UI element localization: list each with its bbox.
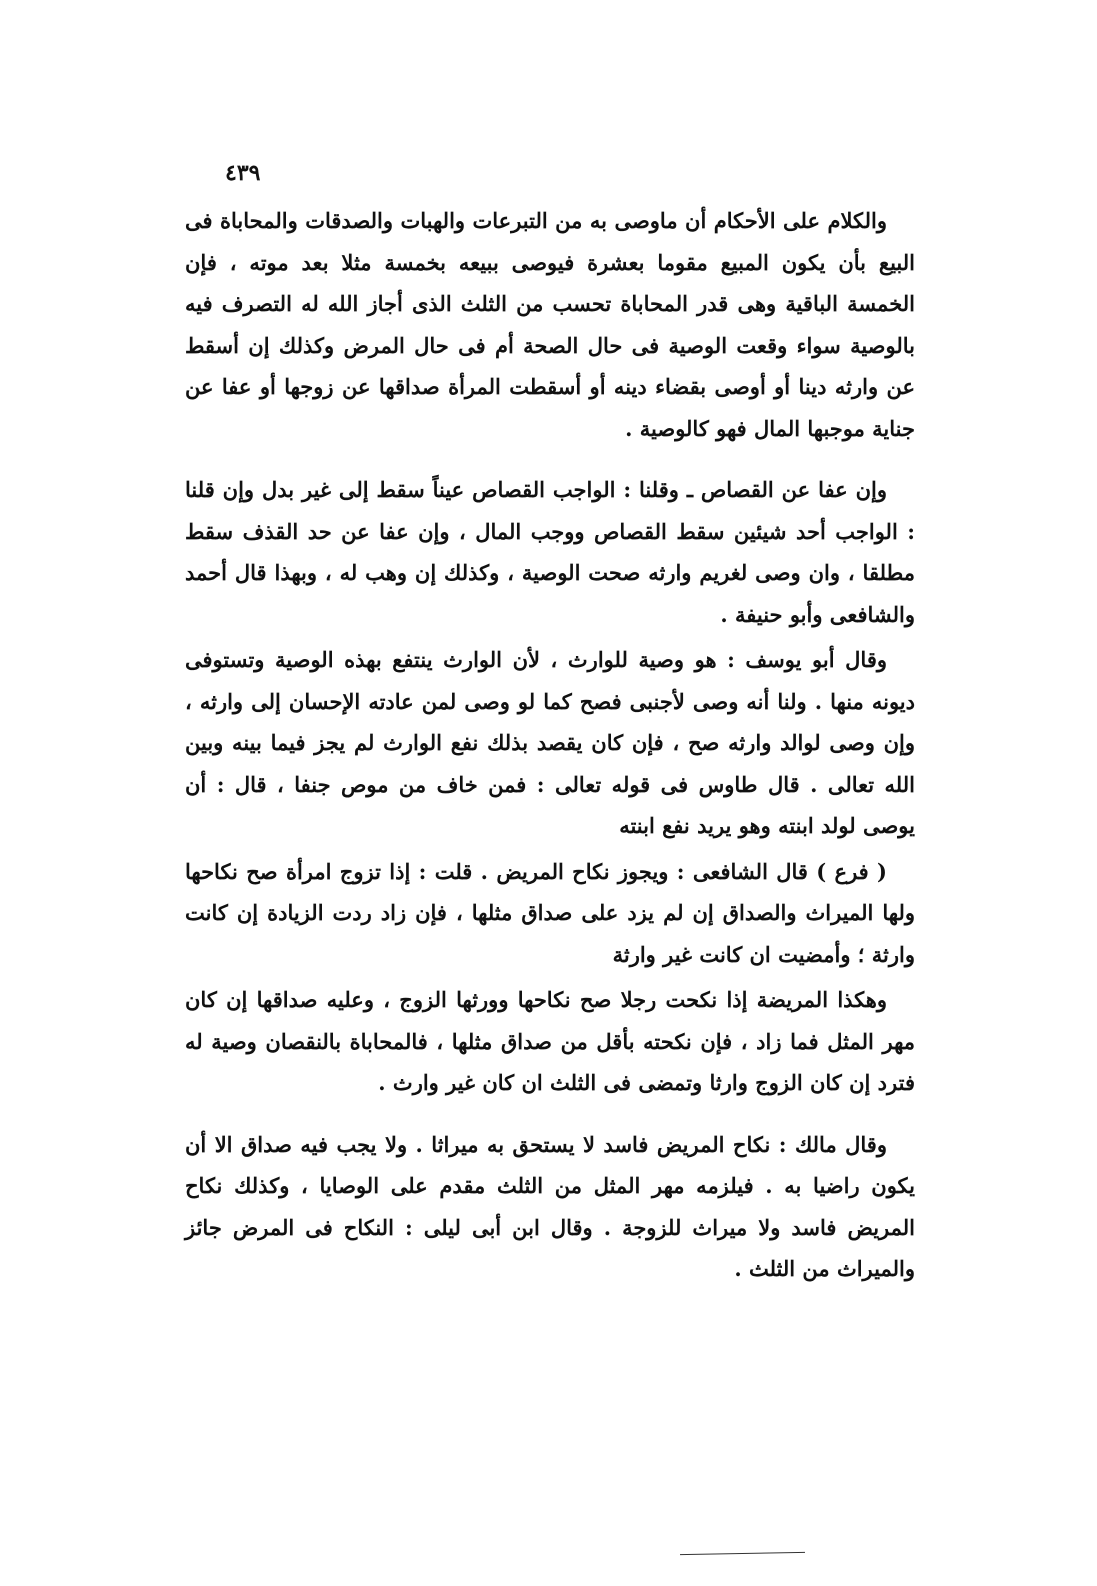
page-body [185,200,915,1290]
page-number: ٤٣٩ [225,160,261,186]
paragraph-4: ( فرع ) قال الشافعى : ويجوز نكاح المريض . قلت : إذا تزوج امرأة صح نكاحها ولها الميراث والصداق إن لم يزد على صداق مثلها ، فإن زاد ردت الزيادة إن كانت وارثة ؛ وأمضيت ان كانت غير وارثة [185,858,915,967]
paragraph-3: وقال أبو يوسف : هو وصية للوارث ، لأن الوارث ينتفع بهذه الوصية وتستوفى ديونه منها . ولنا أنه وصى لأجنبى فصح كما لو وصى لمن عادته الإحسان إلى وارثه ، وإن وصى لوالد وارثه صح ، فإن كان يقصد بذلك نفع الوارث لم يجز فيما بينه وبين الله تعالى . قال طاوس فى قوله تعالى : فمن خاف من موص جنفا ، قال : أن يوصى لولد ابنته وهو يريد نفع ابنته [185,647,915,838]
paragraph-1: والكلام على الأحكام أن ماوصى به من التبرعات والهبات والصدقات والمحاباة فى البيع بأن يكون المبيع مقوما بعشرة فيوصى ببيعه بخمسة مثلا بعد موته ، فإن الخمسة الباقية وهى قدر المحاباة تحسب من الثلث الذى أجاز الله له التصرف فيه بالوصية سواء وقعت الوصية فى حال الصحة أم فى حال المرض وكذلك إن أسقط عن وارثه دينا أو أوصى بقضاء دينه أو أسقطت المرأة صداقها عن زوجها أو عفا عن جناية موجبها المال فهو كالوصية . [185,208,915,441]
footer-rule [680,1552,805,1555]
paragraph-6: وقال مالك : نكاح المريض فاسد لا يستحق به ميراثا . ولا يجب فيه صداق الا أن يكون راضيا به . فيلزمه مهر المثل من الثلث مقدم على الوصايا ، وكذلك نكاح المريض فاسد ولا ميراث للزوجة . وقال ابن أبى ليلى : النكاح فى المرض جائز والميراث من الثلث . [185,1131,915,1281]
paragraph-5: وهكذا المريضة إذا نكحت رجلا صح نكاحها وورثها الزوج ، وعليه صداقها إن كان مهر المثل فما زاد ، فإن نكحته بأقل من صداق مثلها ، فالمحاباة بالنقصان وصية له فترد إن كان الزوج وارثا وتمضى فى الثلث ان كان غير وارث . [185,987,915,1095]
paragraph-2: وإن عفا عن القصاص ـ وقلنا : الواجب القصاص عيناً سقط إلى غير بدل وإن قلنا : الواجب أحد شيئين سقط القصاص ووجب المال ، وإن عفا عن حد القذف سقط مطلقا ، وان وصى لغريم وارثه صحت الوصية ، وكذلك إن وهب له ، وبهذا قال أحمد والشافعى وأبو حنيفة . [185,477,915,627]
